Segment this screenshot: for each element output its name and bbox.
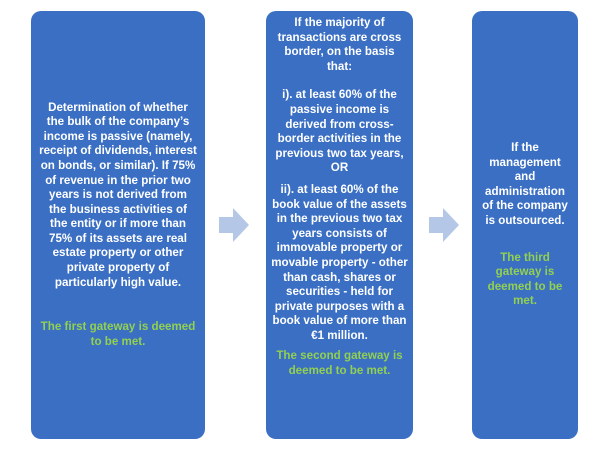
- third-gateway-description: If the management and administration of the company is outsourced.: [482, 141, 568, 227]
- first-gateway-box: [31, 11, 205, 439]
- third-gateway-conclusion: The third gateway is deemed to be met.: [487, 250, 563, 308]
- second-gateway-box: [266, 11, 413, 439]
- third-gateway-box: [472, 11, 578, 439]
- first-gateway-conclusion: The first gateway is deemed to be met.: [40, 320, 196, 348]
- second-gateway-condition-1: i). at least 60% of the passive income is derived from cross-border activities in the previous two tax years, OR: [275, 88, 404, 175]
- second-gateway-condition-2: ii). at least 60% of the book value of the assets in the previous two tax years consists of immovable property or movable property - other than cash, shares or securities - held for private purposes with a book value of more than €1 million.: [271, 182, 408, 342]
- right-arrow-icon: [219, 208, 249, 242]
- right-arrow-icon: [429, 208, 459, 242]
- second-gateway-conclusion: The second gateway is deemed to be met.: [276, 349, 403, 378]
- second-gateway-intro: If the majority of transactions are cross border, on the basis that:: [277, 16, 402, 73]
- first-gateway-description: Determination of whether the bulk of the company’s income is passive (namely, receipt of dividends, interest on bonds, or similar). If 75% of revenue in the prior two years is not derived from the business activities of the entity or if more than 75% of its assets are real estate property or other private property of particularly high value.: [39, 100, 197, 289]
